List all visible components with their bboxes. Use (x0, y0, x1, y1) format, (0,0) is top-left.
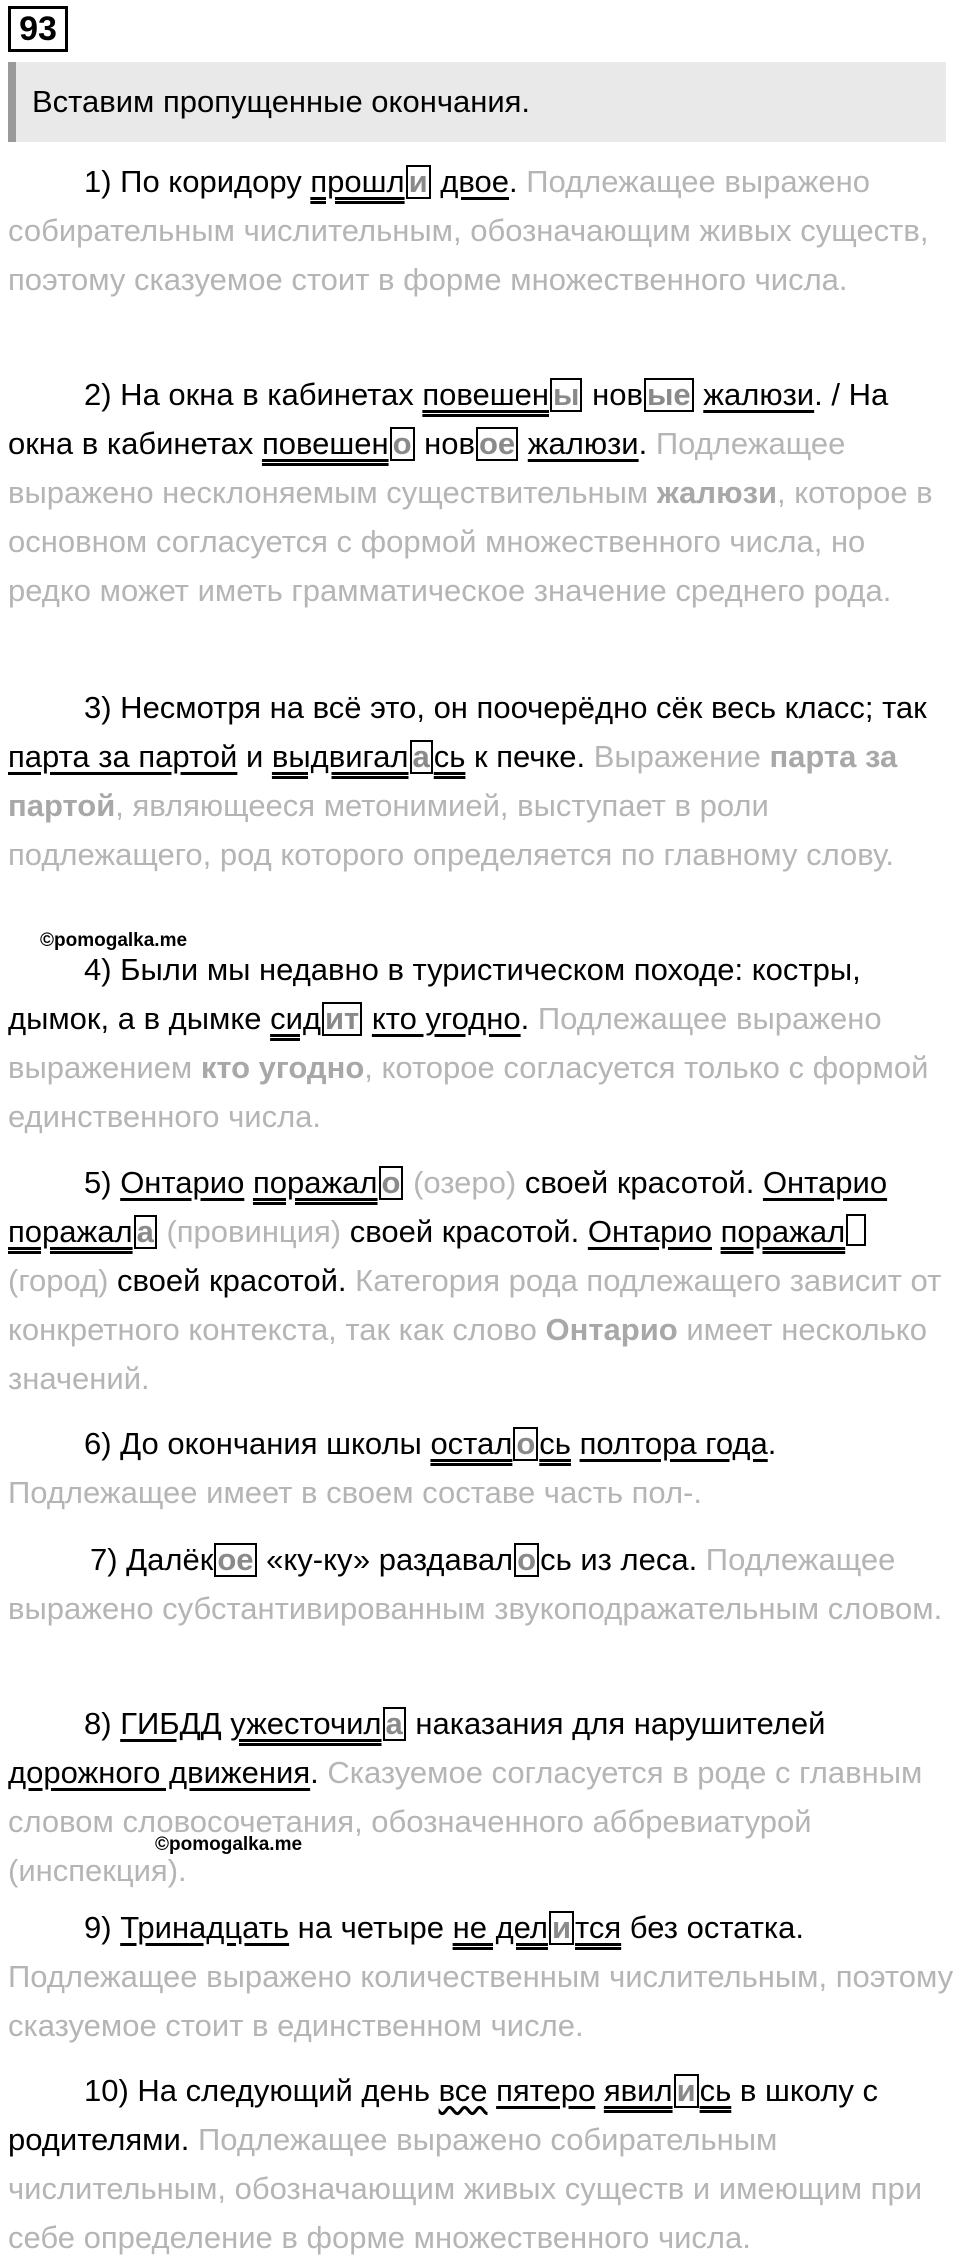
text: без остатка. (621, 1910, 805, 1945)
period: . (180, 2122, 190, 2157)
comment: Подлежащее выражено субстантивированным звукоподражательным словом. (8, 1542, 943, 1626)
subject: жалюзи (703, 377, 815, 412)
ending-box: о (390, 427, 415, 461)
sentence-1 (8, 157, 954, 304)
sentence-4 (8, 945, 954, 1141)
sentence-5 (8, 1158, 954, 1403)
subject: пятеро (496, 2073, 596, 2108)
ending-box-empty (846, 1214, 866, 1246)
predicate (270, 1001, 363, 1036)
space (487, 2073, 496, 2108)
word: тся (575, 1910, 622, 1945)
comment: Подлежащее выражено количественным числительным, поэтому сказуемое стоит в единственном числе. (8, 1959, 954, 2043)
ending-box: о (513, 1427, 538, 1461)
word: сь (699, 2073, 732, 2108)
text: нов (415, 426, 475, 461)
sentence-3-text: 3) Несмотря на всё это, он поочерёдно сёк весь класс; так (84, 690, 927, 725)
ending-box: ы (550, 378, 582, 412)
comment-bold: жалюзи (656, 475, 778, 510)
predicate (8, 1214, 158, 1249)
watermark: ©pomogalka.me (40, 930, 188, 951)
word: поражал (8, 1214, 133, 1249)
subject: Онтарио (120, 1165, 245, 1200)
text: сь из леса. (540, 1542, 698, 1577)
predicate (230, 1706, 407, 1741)
comment: , которое согласуется только с формой единственного числа. (8, 1050, 929, 1134)
period: . (310, 1755, 319, 1790)
text: . / На окна в кабинетах (8, 377, 889, 461)
comment: Выражение (585, 739, 770, 774)
comment: Категория рода подлежащего зависит от конкретного контекста, так как слово (8, 1263, 942, 1347)
ending-box: ое (214, 1543, 256, 1577)
word: ужесточил (230, 1706, 382, 1741)
space (222, 1706, 231, 1741)
sentence-3 (8, 683, 954, 879)
sentence-4-text: 4) Были мы недавно в туристическом походе: костры, дымок, а в дымке (8, 952, 861, 1036)
ending-box: а (410, 740, 433, 774)
ending-box: о (379, 1166, 404, 1200)
sentence-2-text: 2) На окна в кабинетах (84, 377, 423, 412)
sentence-1-text: 1) По коридору (84, 164, 311, 199)
word: сь (433, 739, 466, 774)
subject: полтора года (579, 1426, 768, 1461)
comment: Подлежащее выражено собирательным числительным, обозначающим живых существ, поэтому сказуемое стоит в форме множественного числа. (8, 164, 929, 297)
comment: Подлежащее выражено выражением (8, 1001, 882, 1085)
sentence-10 (8, 2066, 954, 2262)
predicate (721, 1214, 868, 1249)
space (432, 164, 441, 199)
subject: Онтарио (762, 1165, 888, 1200)
exercise-number: 93 (8, 6, 68, 52)
text: на четыре (289, 1910, 453, 1945)
sentence-8-text: 8) (84, 1706, 121, 1741)
instruction-banner (8, 62, 946, 142)
text: нов (583, 377, 643, 412)
period: . (767, 1426, 777, 1461)
word: выдвигал (271, 739, 409, 774)
space (244, 1165, 253, 1200)
ending-box: а (383, 1707, 406, 1741)
sentence-5-text: 5) (84, 1165, 121, 1200)
text: своей красотой. (341, 1214, 588, 1249)
predicate (604, 2073, 731, 2108)
text: и (237, 739, 272, 774)
subject: жалюзи (527, 426, 639, 461)
period: . (520, 1001, 530, 1036)
text: своей красотой. (516, 1165, 763, 1200)
ending-box: и (406, 165, 431, 199)
predicate (430, 1426, 571, 1461)
attribute: все (438, 2073, 488, 2108)
comment: (провинция) (157, 1214, 342, 1249)
word: поражал (252, 1165, 378, 1200)
predicate (262, 426, 416, 461)
subject: Тринадцать (120, 1910, 290, 1945)
space (695, 377, 704, 412)
predicate (453, 1910, 622, 1945)
ending-box: ое (476, 427, 518, 461)
space (519, 426, 528, 461)
comment: , являющееся метонимией, выступает в роли подлежащего, род которого определяется по главному слову. (8, 788, 895, 872)
comment: (озеро) (404, 1165, 517, 1200)
comment-bold: Онтарио (545, 1312, 678, 1347)
predicate (272, 739, 466, 774)
word: прошл (310, 164, 405, 199)
ending-box: о (514, 1543, 539, 1577)
word: не дел (452, 1910, 548, 1945)
predicate (253, 1165, 405, 1200)
predicate (310, 164, 431, 199)
predicate (422, 377, 583, 412)
sentence-9-text: 9) (84, 1910, 121, 1945)
comment: Сказуемое согласуется в роде с главным словом словосочетания, обозначенного аббревиатурой (инспекция). (8, 1755, 923, 1888)
subject: парта за партой (8, 739, 238, 774)
comment: Подлежащее выражено несклоняемым существительным (8, 426, 846, 510)
subject: кто угодно (371, 1001, 521, 1036)
text: своей красотой. (108, 1263, 347, 1298)
text: в школу с (731, 2073, 879, 2108)
sentence-7-text: 7) Далёк (90, 1542, 214, 1577)
watermark: ©pomogalka.me (155, 1834, 303, 1855)
text: к печке. (465, 739, 586, 774)
comment: Подлежащее выражено собирательным числительным, обозначающим живых существ и имеющим при себе определение в форме множественного числа. (8, 2122, 923, 2255)
ending-box: и (549, 1911, 574, 1945)
word: остал (430, 1426, 513, 1461)
subject: ГИБДД (120, 1706, 222, 1741)
ending-box: ые (644, 378, 694, 412)
sentence-7 (8, 1535, 954, 1633)
sentence-6-text: 6) До окончания школы (84, 1426, 431, 1461)
period: . (638, 426, 648, 461)
comment: (город) (8, 1263, 109, 1298)
comment-bold: кто угодно (200, 1050, 365, 1085)
sentence-9 (8, 1903, 954, 2050)
ending-box: а (134, 1215, 157, 1249)
space (712, 1214, 721, 1249)
word: повешен (422, 377, 549, 412)
sentence-6 (8, 1419, 954, 1517)
period: . (508, 164, 518, 199)
comment-bold: парта за партой (8, 739, 898, 823)
object: родителями (8, 2122, 181, 2157)
word: поражал (720, 1214, 846, 1249)
comment: , которое в основном согласуется с формой множественного числа, но редко может иметь грамматическое значение среднего рода. (8, 475, 933, 608)
space (363, 1001, 372, 1036)
subject: двое (440, 164, 509, 199)
text: наказания для нарушителей (406, 1706, 826, 1741)
subject: Онтарио (587, 1214, 712, 1249)
space (571, 1426, 580, 1461)
ending-box: и (674, 2074, 699, 2108)
sentence-10-text: 10) На следующий день (84, 2073, 439, 2108)
word: явил (603, 2073, 673, 2108)
instruction-text: Вставим пропущенные окончания. (32, 84, 531, 119)
comment: имеет несколько значений. (8, 1312, 927, 1396)
sentence-8 (8, 1699, 954, 1895)
object: дорожного движения (8, 1755, 311, 1790)
space (595, 2073, 604, 2108)
word: сь (539, 1426, 571, 1461)
sentence-2 (8, 370, 954, 615)
comment: Подлежащее имеет в своем составе часть пол-. (8, 1475, 703, 1510)
ending-box: ит (322, 1002, 362, 1036)
word: сид (270, 1001, 321, 1036)
text: «ку-ку» раздавал (257, 1542, 514, 1577)
word: повешен (261, 426, 389, 461)
